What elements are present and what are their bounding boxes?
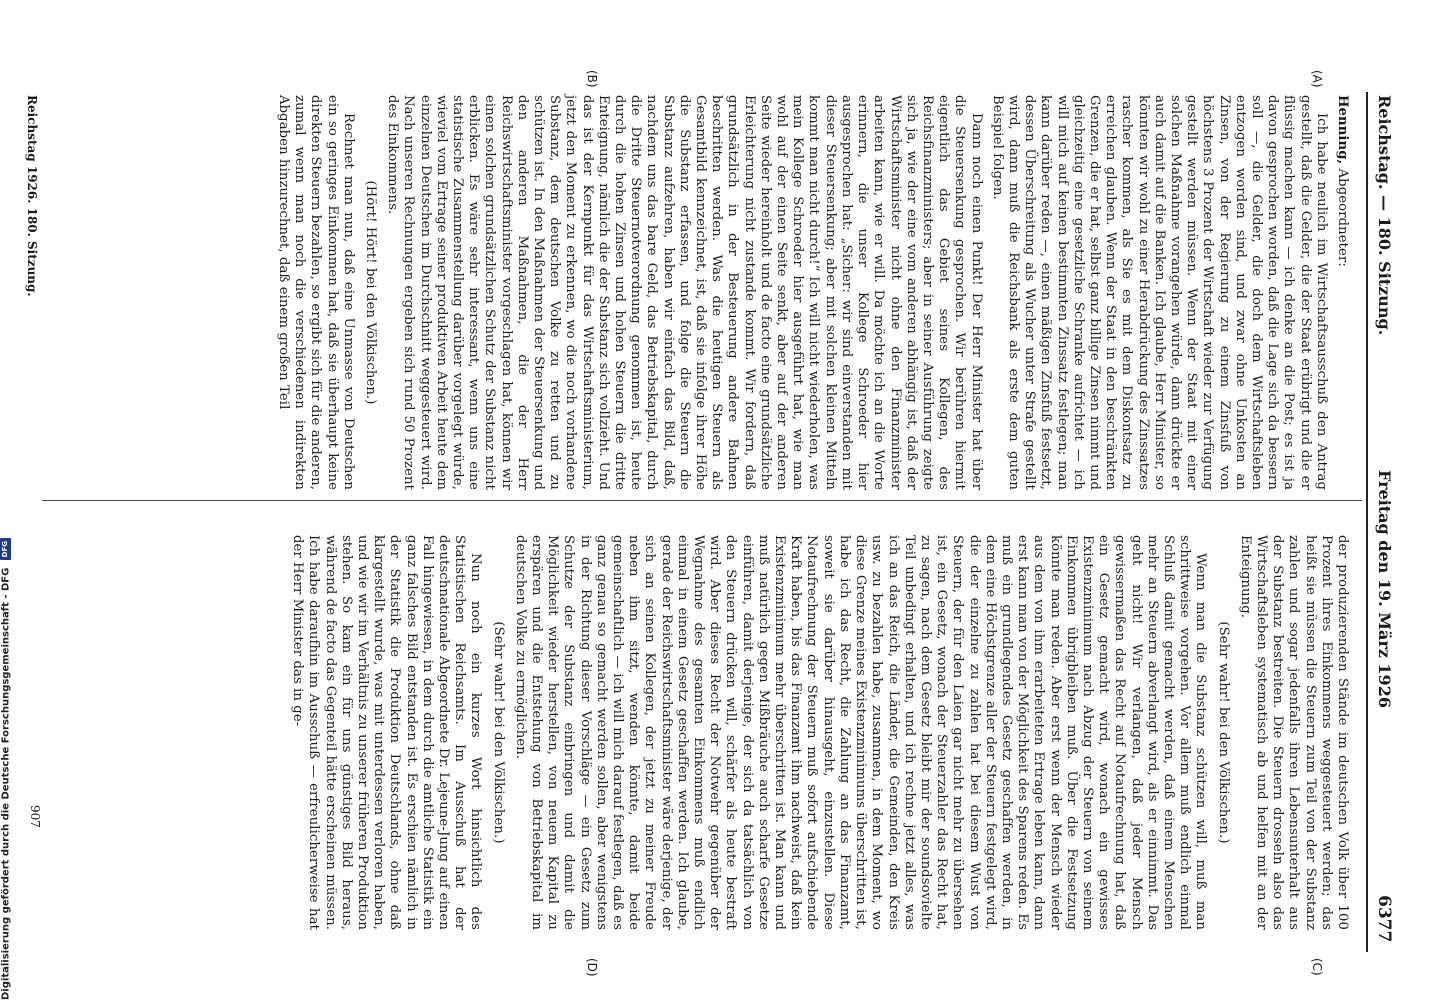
margin-marker-b: (B)	[585, 70, 599, 88]
header-left: Reichstag. — 180. Sitzung.	[1375, 95, 1394, 336]
digitization-text: Digitalisierung gefördert durch die Deutsche Forschungsgemeinschaft - DFG	[0, 567, 12, 1000]
margin-marker-c: (C)	[1310, 958, 1324, 976]
paragraph: Ich habe neulich im Wirtschaftsausschuß den Antrag gestellt, daß die Gelder, die der Staat erübrigt und die er flüssig machen kann — ich denke an die Post; es ist ja davon gesprochen worden, daß die Lage sich da bessern soll —, die Gelder, die doch dem Wirtschaftsleben entzogen worden sind, und zwar ohne Unkosten an Zinsen, von der Regierung zu einem Zinsfuß von höchstens 3 Prozent der Wirtschaft wieder zur Verfügung gestellt werden müssen. Wenn der Staat mit einer solchen Maßnahme vorangehen würde, dann drückte er auch damit auf die Banken. Ich glaube, Herr Minister, so könnten wir wohl zu einer Herabdrückung des Zinssatzes rascher kommen, als Sie es mit dem Diskontsatz zu erreichen glauben. Wenn der Staat in den beschränkten Grenzen, die er hat, selbst ganz billige Zinsen nimmt und gleichzeitig eine gesetzliche Schranke aufrichtet — ich will mich auf keinen bestimmten Zinssatz festlegen; man kann darüber reden —, einen mäßigen Zinsfuß festsetzt, dessen Überschreitung als Wucher unter Strafe gestellt wird, dann muß die Reichsbank als erste dem guten Beispiel folgen.	[989, 95, 1329, 490]
header-page-number: 6377	[1374, 895, 1394, 943]
margin-marker-d: (D)	[585, 958, 599, 977]
interjection: (Sehr wahr! bei den Völkischen.)	[1215, 621, 1231, 844]
margin-marker-a: (A)	[1310, 70, 1324, 88]
header-date: Freitag den 19. März 1926	[1375, 470, 1394, 708]
interjection: (Hört! Hört! bei den Völkischen.)	[363, 180, 379, 405]
right-column	[284, 535, 1350, 930]
paragraph: Nun noch ein kurzes Wort hinsichtlich des Statistischen Reichsamts. Im Ausschuß hat der deutschnationale Abgeordnete Dr. Lejeune-Jung auf einen Fall hingewiesen, in dem durch die amtliche Statistik ein ganz falsches Bild entstanden ist. Es erschien nämlich in der Statistik die Produktion Deutschlands, ohne daß klargestellt wurde, was mit unterdessen verloren haben, und wie wir im Verhältnis zu unserer früheren Produktion stehen. So kam ein für uns günstiges Bild heraus, während de facto das Gegenteil hätte erscheinen müssen. Ich habe daraufhin im Ausschuß — erfreulicherweise hat der Herr Minister das in ge-	[290, 535, 484, 930]
speaker-name: Henning,	[1335, 95, 1350, 165]
speaker-role: Abgeordneter:	[1335, 168, 1350, 267]
column-divider	[42, 500, 1362, 501]
interjection: (Sehr wahr! bei den Völkischen.)	[490, 621, 506, 844]
paragraph: Wenn man die Substanz schützen will, muß man schrittweise vorgehen. Vor allem muß endlich einmal Schluß damit gemacht werden, daß einem Menschen mehr an Steuern abverlangt wird, als er einnimmt. Das geht nicht! Wir verlangen, daß jeder Mensch gewissermaßen das Recht auf Notaufrechnung hat, daß ein Gesetz gemacht wird, wonach ein gewisses Existenzminimum nach Abzug der Steuern von seinem Einkommen übrigbleiben muß. Über die Festsetzung könnte man reden. Aber erst wenn der Mensch wieder aus dem von ihm erarbeiteten Ertrage leben kann, dann erst kann man von der Möglichkeit des Sparens reden. Es muß ein grundlegendes Gesetz geschaffen werden, in dem eine Höchstgrenze aller der Steuern festgelegt wird, die der einzelne zu zahlen hat bei diesem Wust von Steuern, der für den Laien gar nicht mehr zu übersehen ist, ein Gesetz, wonach der Steuerzahler das Recht hat, zu sagen, nach dem Gesetz bleibt mir der soundsovielte Teil unbedingt erhalten, und ich rechne jetzt alles, was ich an das Reich, die Länder, die Gemeinden, den Kreis usw. zu bezahlen habe, zusammen, in dem Moment, wo diese Grenze meines Existenzminimums überschritten ist, habe ich das Recht, die Zahlung an das Finanzamt, soweit sie darüber hinausgeht, einzustellen. Diese Notaufrechnung der Steuern muß sofort aufschiebende Kraft haben, bis das Finanzamt ihm nachweist, daß kein Existenzminimum mehr überschritten ist. Man kann und muß natürlich gegen Mißbräuche auch scharfe Gesetze einführen, damit derjenige, der sich da tatsächlich von den Steuern drücken will, schärfer als heute bestraft wird. Aber dieses Recht der Notwehr gegenüber der Wegnahme des gesamten Einkommens muß endlich einmal in einem Gesetz geschaffen werden. Ich glaube, gerade der Reichswirtschaftsminister wäre derjenige, der sich an seinen Kollegen, der jetzt zu meiner Freude neben ihm sitzt, wenden könnte, damit beide gemeinschaftlich — ich will mich darauf festlegen, daß es ganz genau so gemacht werden sollen, aber wenigstens in der Richtung dieser Vorschläge — ein Gesetz zum Schutze der Substanz einbringen und damit die Möglichkeit wieder herstellen, von neuem Kapital zu erspären und die Entstehung von Betriebskapital im deutschen Volke zu ermöglichen.	[512, 535, 1209, 930]
header-rule	[1366, 92, 1368, 952]
digitization-note	[0, 0, 14, 1000]
speaker-line	[1334, 95, 1350, 490]
paragraph: Rechnet man nun, daß eine Unmasse von Deutschen ein so geringes Einkommen hat, daß sie überhaupt keine direkten Steuern bezahlen, so ergibt sich für die anderen, zumal wenn man noch die verschiedenen indirekten Abgaben hinzurechnet, daß einem großen Teil	[276, 95, 356, 490]
digitization-strip	[0, 0, 14, 1000]
dfg-logo-icon: DFG	[0, 538, 11, 560]
left-column	[270, 95, 1350, 490]
paragraph: der produzierenden Stände im deutschen Volk über 100 Prozent ihres Einkommens weggesteuert werden; das heißt sie müssen die Steuern zum Teil von der Substanz zahlen und sogar jedenfalls ihren Lebensunterhalt aus der Substanz bestreiten. Die Steuern drosseln also das Wirtschaftsleben systematisch ab und helfen mit an der Enteignung.	[1237, 535, 1350, 930]
paragraph: Dann noch einen Punkt! Der Herr Minister hat über die Steuersenkung gesprochen. Wir berühren hiermit eigentlich das Gebiet seines Kollegen, des Reichsfinanzministers; aber in seiner Ausführung zeigte sich ja, wie der eine vom anderen abhängig ist, daß der Wirtschaftsminister nicht ohne den Finanzminister arbeiten kann, wie er will. Da möchte ich an die Worte erinnern, die unser Kollege Schroeder hier ausgesprochen hat: „Sicher: wir sind einverstanden mit dieser Steuersenkung; aber mit solchen kleinen Mitteln kommt man nicht durch!“ Ich will nicht wiederholen, was mein Kollege Schroeder hier ausgeführt hat, wie man wohl auf der einen Seite senkt, aber auf der anderen Seite wieder hereinholt und de facto eine grundsätzliche Erleichterung nicht zustande kommt. Wir fordern, daß grundsätzlich in der Besteuerung andere Bahnen beschritten werden. Was die heutigen Steuern als Gesamtbild kennzeichnet, ist, daß sie infolge ihrer Höhe die Substanz erfassen, und folge die Steuern die Substanz aufzehren, haben wir einfach das Bild, daß, nachdem uns das bare Geld, das Betriebskapital, durch die Dritte Steuernotverordnung genommen ist, heute durch die hohen Zinsen und hohen Steuern die dritte Enteignung, nämlich die der Substanz sich vollzieht. Und das ist der Kernpunkt für das Wirtschaftsministerium, jetzt den Moment zu erkennen, wo die noch vorhandene Substanz, dem deutschen Volke zu retten und zu schützen ist. In den Maßnahmen der Steuersenkung und den anderen Maßnahmen, die der Herr Reichswirtschaftsminister vorgeschlagen hat, können wir einen solchen grundsätzlichen Schutz der Substanz nicht erblicken. Es wäre sehr interessant, wenn uns eine statistische Zusammenstellung darüber vorgelegt würde, wieviel vom Ertrage seiner produktiven Arbeit heute dem einzelnen Deutschen im Durchschnitt weggesteuert wird. Nach unseren Rechnungen ergeben sich rund 50 Prozent des Einkommens.	[385, 95, 984, 490]
footer-session: Reichstag 1926. 180. Sitzung.	[25, 95, 39, 297]
footer-page-number: 907	[28, 805, 42, 828]
